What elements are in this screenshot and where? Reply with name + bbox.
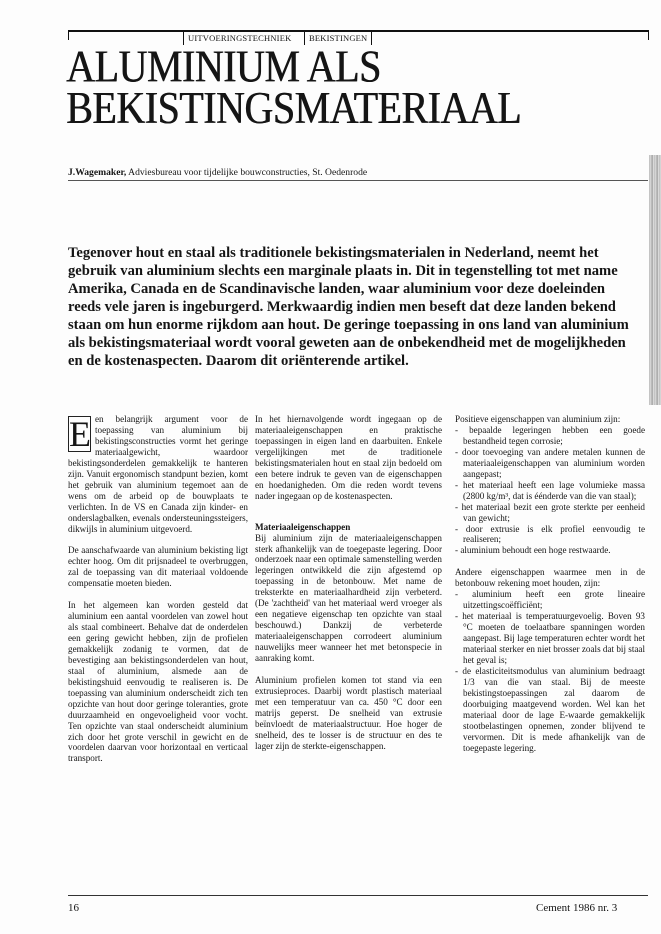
col2-paragraph-2: Bij aluminium zijn de materiaaleigenschappen sterk afhankelijk van de toegepaste legering. Door onderzoek naar een optimale samenstelling werden legeringen ontwikkeld die zijn afgestemd op toepassing in de betonbouw. Met name de treksterkte en materiaalhardheid zijn verbeterd. (De 'zachtheid' van het materiaal werd vroeger als een negatieve eigenschap ten opzichte van staal beschouwd.) Dankzij de verbeterde materiaaleigenschappen corrodeert aluminium nauwelijks meer wanneer het met betonspecie in aanraking komt.	[255, 532, 442, 664]
column-2	[255, 414, 442, 762]
col2-heading-wrap	[255, 522, 442, 533]
col1-paragraph-1	[68, 414, 248, 534]
header-rule-left-tick	[68, 30, 69, 40]
author-line	[68, 167, 488, 178]
page-number: 16	[68, 902, 79, 914]
lead-paragraph: Tegenover hout en staal als traditionele bekistingsmaterialen in Nederland, neemt het gebruik van aluminium slechts een marginale plaats in. Dit in tegenstelling tot met name Amerika, Canada en de Scandinavische landen, waar aluminium voor deze doeleinden reeds vele jaren is ingeburgerd. Merkwaardig indien men beseft dat deze landen bekend staan om hun enorme rijkdom aan hout. De geringe toepassing in ons land van aluminium als bekistingsmateriaal wordt vooral geweten aan de onbekendheid met de mogelijkheden en de kostenaspecten. Daarom dit oriënterende artikel.	[68, 245, 629, 369]
section-heading: Materiaaleigenschappen	[255, 521, 351, 532]
title-line-1: ALUMINIUM ALS	[66, 40, 381, 92]
col2-paragraph-1: In het hiernavolgende wordt ingegaan op de materiaaleigenschappen en praktische toepassingen in eigen land en daarbuiten. Enkele vergelijkingen met de traditionele bekistingsmaterialen hout en staal zijn bedoeld om een betere indruk te geven van de eigenschappen en hoedanigheden. Om die reden wordt tevens nader ingegaan op de kostenaspecten.	[255, 414, 442, 501]
column-3	[455, 414, 645, 753]
list-item: - het materiaal is temperatuurgevoelig. Boven 93 °C moeten de toelaatbare spanningen worden aangepast. Bij lage temperaturen echter wordt het materiaal sterker en niet brosser zoals dat bij staal het geval is;	[455, 611, 645, 665]
col1-p1-text: en belangrijk argument voor de toepassing van aluminium bij bekistingsconstructies vormt het geringe materiaalgewicht, waardoor bekistingsonderdelen gemakkelijk te hanteren zijn. Vanuit ergonomisch standpunt bezien, komt het gebruik van aluminium tegemoet aan de wens om de arbeid op de bouwplaats te verlichten. In de VS en Canada zijn kinder- en onderslagbalken, evenals ondersteuningssteigers, dikwijls in aluminium uitgevoerd.	[68, 414, 248, 534]
title-line-2: BEKISTINGSMATERIAAL	[66, 81, 521, 134]
others-list	[455, 589, 645, 753]
author-affiliation: Adviesbureau voor tijdelijke bouwconstructies, St. Oedenrode	[128, 167, 368, 178]
positives-intro: Positieve eigenschappen van aluminium zijn:	[455, 414, 621, 424]
col1-paragraph-3: In het algemeen kan worden gesteld dat aluminium een aantal voordelen van zowel hout als staal combineert. Behalve dat de onderdelen een gering gewicht hebben, zijn de profielen gemakkelijk zodanig te vormen, dat de bevestiging aan bekistingsonderdelen van hout, staal of aluminium, alsmede aan de bekistingshuid eenvoudig te realiseren is. De toepassing van aluminium onderscheidt zich ten opzichte van hout door geringe toleranties, grote duurzaamheid en ongevoeligheid voor vocht. Ten opzichte van staal onderscheidt aluminium zich door het grote verschil in gewicht en de voordelen daarvan voor horizontaal en verticaal transport.	[68, 600, 248, 764]
section-tab: UITVOERINGSTECHNIEK	[183, 32, 295, 45]
drop-cap: E	[69, 414, 91, 454]
adjacent-page-edge	[649, 155, 661, 405]
footer-rule	[68, 895, 648, 896]
col2-paragraph-3: Aluminium profielen komen tot stand via een extrusieproces. Daarbij wordt plastisch materiaal met een temperatuur van ca. 450 °C door een matrijs geperst. De snelheid van extrusie beïnvloedt de materiaalstructuur. Hoe hoger de snelheid, des te losser is de structuur en des te lager zijn de sterkte-eigenschappen.	[255, 674, 442, 751]
list-item: - aluminium behoudt een hoge restwaarde.	[455, 545, 611, 556]
author-name: J.Wagemaker,	[68, 167, 127, 178]
others-intro: Andere eigenschappen waarmee men in de betonbouw rekening moet houden, zijn:	[455, 567, 645, 589]
article-title	[66, 40, 636, 134]
positives-list	[455, 425, 645, 556]
subsection-tab: BEKISTINGEN	[304, 32, 372, 45]
list-item: - door toevoeging van andere metalen kunnen de materiaaleigenschappen van aluminium worden aangepast;	[455, 446, 645, 479]
list-item: - aluminium heeft een grote lineaire uitzettingscoëfficiënt;	[455, 589, 645, 611]
header-rule-right-tick	[648, 30, 649, 40]
list-item: - het materiaal heeft een lage volumieke massa (2800 kg/m³, dat is éénderde van die van staal);	[455, 479, 645, 501]
list-item: - bepaalde legeringen hebben een goede bestandheid tegen corrosie;	[455, 424, 645, 446]
journal-issue: Cement 1986 nr. 3	[536, 902, 618, 914]
author-rule	[68, 180, 648, 181]
column-1	[68, 414, 248, 775]
list-item: - door extrusie is elk profiel eenvoudig te realiseren;	[455, 523, 645, 545]
col1-paragraph-2: De aanschafwaarde van aluminium bekisting ligt echter hoog. Om dit prijsnadeel te overbruggen, zal de toepassing van dit materiaal voldoende compensatie moeten bieden.	[68, 545, 248, 589]
list-item: - de elasticiteitsmodulus van aluminium bedraagt 1/3 van die van staal. Bij de meeste bekistingstoepassingen zal daarom de doorbuiging maatgevend worden. Wel kan het materiaal door de lage E-waarde gemakkelijk stootbelastingen opnemen, zonder blijvend te vervormen. Dit is mede afhankelijk van de toegepaste legering.	[455, 665, 645, 753]
spacer	[455, 556, 645, 567]
list-item: - het materiaal bezit een grote sterkte per eenheid van gewicht;	[455, 501, 645, 523]
